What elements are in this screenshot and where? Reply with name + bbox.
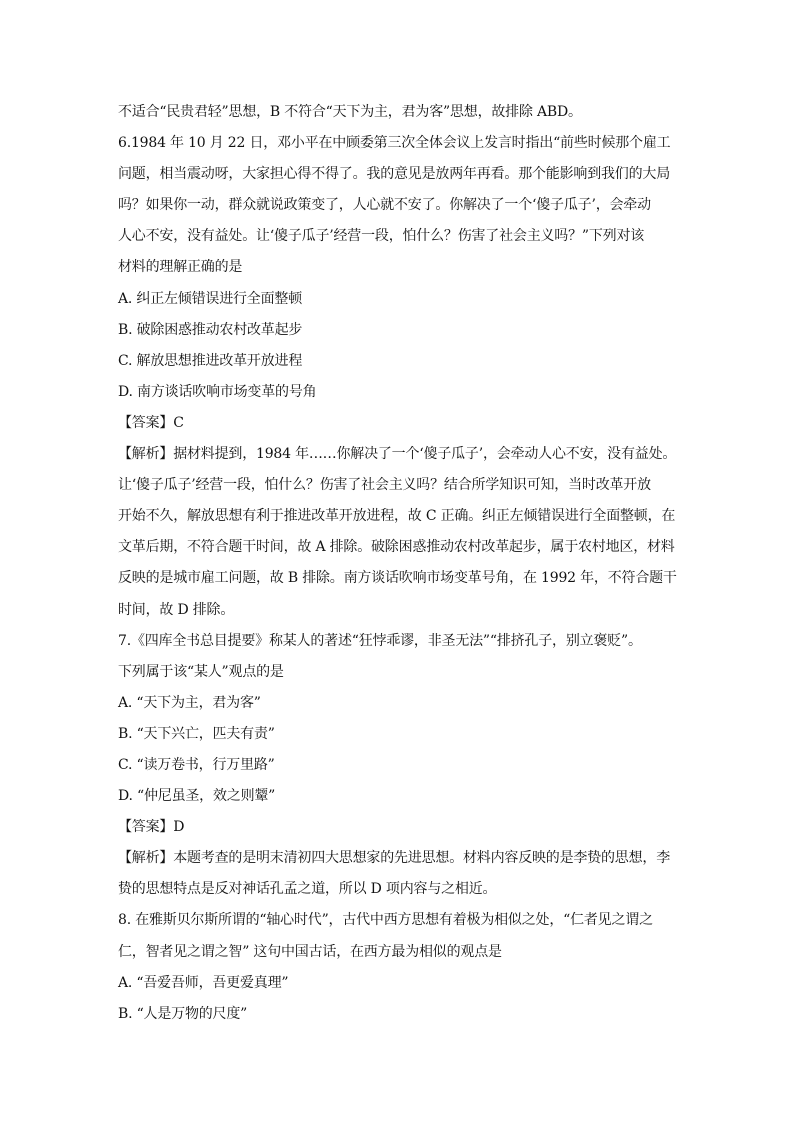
text-line: 下列属于该“某人”观点的是	[118, 663, 284, 680]
option-b: B. “天下兴亡，匹夫有责”	[118, 725, 275, 742]
question-8-stem: 8. 在雅斯贝尔斯所谓的“轴心时代”，古代中西方思想有着极为相似之处，“仁者见之谓之	[118, 912, 653, 929]
option-d: D. 南方谈话吹响市场变革的号角	[118, 383, 317, 400]
option-a: A. “天下为主，君为客”	[118, 694, 261, 711]
option-c: C. 解放思想推进改革开放进程	[118, 352, 303, 369]
text-line: 材料的理解正确的是	[118, 259, 243, 276]
text-line: 仁，智者见之谓之智” 这句中国古话，在西方最为相似的观点是	[118, 943, 502, 960]
question-7-stem: 7.《四库全书总目提要》称某人的著述“狂悖乖谬，非圣无法”“排挤孔子，别立褒贬”。	[118, 632, 642, 649]
question-6-stem: 6.1984 年 10 月 22 日，邓小平在中顾委第三次全体会议上发言时指出“前些时候那个雇工	[118, 135, 671, 152]
answer-label: 【答案】D	[118, 819, 185, 836]
answer-label: 【答案】C	[118, 414, 184, 431]
text-line: 问题，相当震动呀，大家担心得不得了。我的意见是放两年再看。那个能影响到我们的大局	[118, 166, 670, 183]
text-line: 开始不久，解放思想有利于推进改革开放进程，故 C 正确。纠正左倾错误进行全面整顿，在	[118, 508, 676, 525]
option-b: B. “人是万物的尺度”	[118, 1005, 248, 1022]
text-line: 反映的是城市雇工问题，故 B 排除。南方谈话吹响市场变革号角，在 1992 年，不符合题干	[118, 570, 677, 587]
text-line: 文革后期，不符合题干时间，故 A 排除。破除困惑推动农村改革起步，属于农村地区，材料	[118, 539, 675, 556]
analysis-text: 【解析】据材料提到，1984 年……你解决了一个‘傻子瓜子’，会牵动人心不安，没有益处。	[118, 446, 677, 463]
text-line: 人心不安，没有益处。让‘傻子瓜子’经营一段，怕什么？伤害了社会主义吗？”下列对该	[118, 228, 645, 245]
document-page	[118, 97, 678, 1030]
option-c: C. “读万卷书，行万里路”	[118, 756, 275, 773]
text-line: 贽的思想特点是反对神话孔孟之道，所以 D 项内容与之相近。	[118, 881, 497, 898]
text-line: 让‘傻子瓜子’经营一段，怕什么？伤害了社会主义吗？结合所学知识可知，当时改革开放	[118, 477, 651, 494]
text-line: 吗？如果你一动，群众就说政策变了，人心就不安了。你解决了一个‘傻子瓜子’，会牵动	[118, 197, 651, 214]
option-a: A. 纠正左倾错误进行全面整顿	[118, 290, 303, 307]
text-line: 时间，故 D 排除。	[118, 601, 235, 618]
text-line: 不适合“民贵君轻”思想，B 不符合“天下为主，君为客”思想，故排除 ABD。	[118, 104, 582, 120]
option-a: A. “吾爱吾师，吾更爱真理”	[118, 974, 289, 991]
analysis-text: 【解析】本题考查的是明末清初四大思想家的先进思想。材料内容反映的是李贽的思想，李	[118, 850, 670, 867]
option-d: D. “仲尼虽圣，效之则颦”	[118, 788, 276, 805]
option-b: B. 破除困惑推动农村改革起步	[118, 321, 303, 338]
